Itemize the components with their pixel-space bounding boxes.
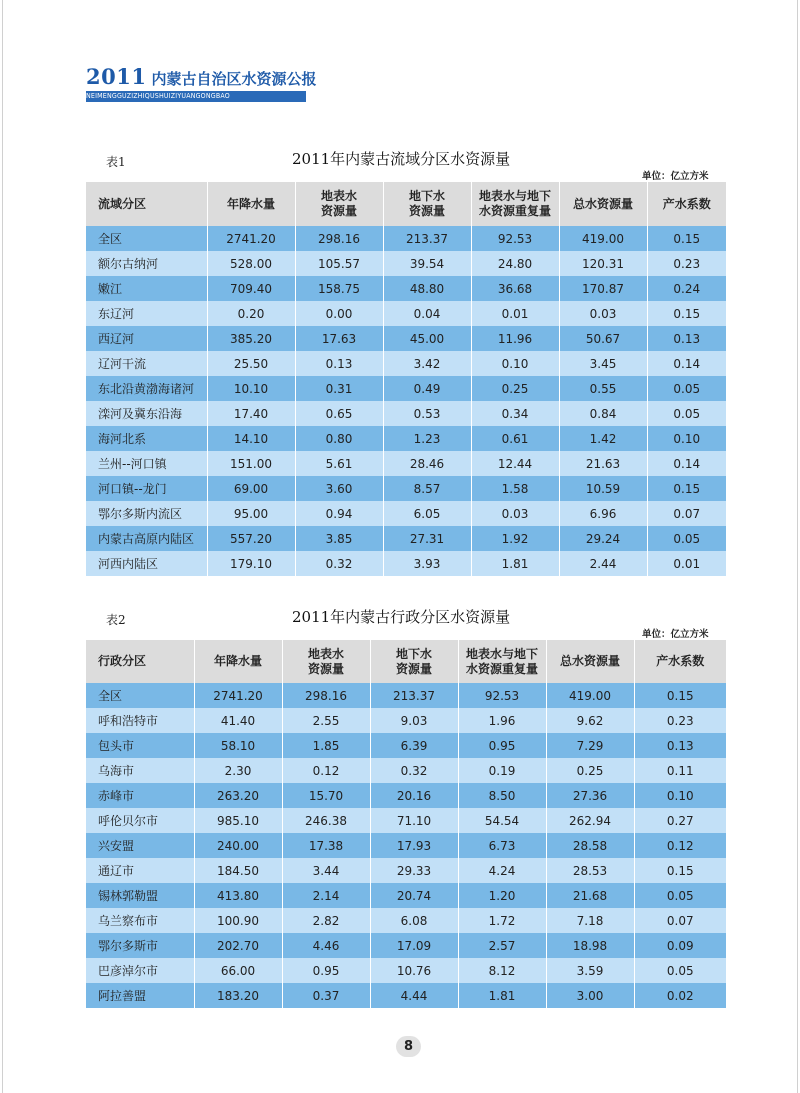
value-cell: 120.31 xyxy=(559,251,647,276)
value-cell: 0.09 xyxy=(634,933,726,958)
header-year: 2011 xyxy=(86,64,147,89)
value-cell: 0.07 xyxy=(634,908,726,933)
table-row xyxy=(86,401,726,426)
value-cell: 0.23 xyxy=(634,708,726,733)
column-header: 年降水量 xyxy=(207,182,295,226)
region-name-cell: 巴彦淖尔市 xyxy=(86,958,194,983)
table-row xyxy=(86,958,726,983)
column-header: 地表水 资源量 xyxy=(295,182,383,226)
region-name-cell: 兴安盟 xyxy=(86,833,194,858)
region-name-cell: 额尔古纳河 xyxy=(86,251,207,276)
table-row xyxy=(86,226,726,251)
value-cell: 36.68 xyxy=(471,276,559,301)
admin-water-resources-table xyxy=(86,640,726,1008)
value-cell: 92.53 xyxy=(471,226,559,251)
value-cell: 9.62 xyxy=(546,708,634,733)
table-row xyxy=(86,683,726,708)
value-cell: 3.42 xyxy=(383,351,471,376)
value-cell: 1.42 xyxy=(559,426,647,451)
value-cell: 5.61 xyxy=(295,451,383,476)
value-cell: 709.40 xyxy=(207,276,295,301)
value-cell: 6.05 xyxy=(383,501,471,526)
value-cell: 557.20 xyxy=(207,526,295,551)
table-row xyxy=(86,426,726,451)
value-cell: 28.58 xyxy=(546,833,634,858)
value-cell: 6.39 xyxy=(370,733,458,758)
value-cell: 263.20 xyxy=(194,783,282,808)
region-name-cell: 呼和浩特市 xyxy=(86,708,194,733)
value-cell: 3.60 xyxy=(295,476,383,501)
value-cell: 58.10 xyxy=(194,733,282,758)
page-border-right xyxy=(797,0,798,1093)
value-cell: 298.16 xyxy=(295,226,383,251)
region-name-cell: 全区 xyxy=(86,683,194,708)
region-name-cell: 内蒙古高原内陆区 xyxy=(86,526,207,551)
table-row xyxy=(86,808,726,833)
value-cell: 0.34 xyxy=(471,401,559,426)
value-cell: 2.57 xyxy=(458,933,546,958)
value-cell: 170.87 xyxy=(559,276,647,301)
value-cell: 29.33 xyxy=(370,858,458,883)
value-cell: 184.50 xyxy=(194,858,282,883)
region-name-cell: 锡林郭勒盟 xyxy=(86,883,194,908)
value-cell: 4.46 xyxy=(282,933,370,958)
value-cell: 0.24 xyxy=(647,276,726,301)
page-border-left xyxy=(2,0,3,1093)
column-header: 行政分区 xyxy=(86,640,194,683)
value-cell: 179.10 xyxy=(207,551,295,576)
value-cell: 0.11 xyxy=(634,758,726,783)
region-name-cell: 呼伦贝尔市 xyxy=(86,808,194,833)
value-cell: 95.00 xyxy=(207,501,295,526)
column-header: 产水系数 xyxy=(634,640,726,683)
value-cell: 0.25 xyxy=(546,758,634,783)
value-cell: 3.45 xyxy=(559,351,647,376)
value-cell: 985.10 xyxy=(194,808,282,833)
value-cell: 0.37 xyxy=(282,983,370,1008)
value-cell: 48.80 xyxy=(383,276,471,301)
value-cell: 0.23 xyxy=(647,251,726,276)
table-row xyxy=(86,883,726,908)
column-header: 地下水 资源量 xyxy=(370,640,458,683)
table-row xyxy=(86,983,726,1008)
value-cell: 2.44 xyxy=(559,551,647,576)
basin-water-resources-table xyxy=(86,182,726,576)
value-cell: 25.50 xyxy=(207,351,295,376)
value-cell: 12.44 xyxy=(471,451,559,476)
region-name-cell: 嫩江 xyxy=(86,276,207,301)
value-cell: 8.12 xyxy=(458,958,546,983)
value-cell: 17.09 xyxy=(370,933,458,958)
value-cell: 4.44 xyxy=(370,983,458,1008)
value-cell: 41.40 xyxy=(194,708,282,733)
value-cell: 17.40 xyxy=(207,401,295,426)
value-cell: 21.63 xyxy=(559,451,647,476)
value-cell: 1.58 xyxy=(471,476,559,501)
table-row xyxy=(86,301,726,326)
value-cell: 246.38 xyxy=(282,808,370,833)
table2-unit: 单位：亿立方米 xyxy=(642,629,709,640)
value-cell: 183.20 xyxy=(194,983,282,1008)
table-row xyxy=(86,276,726,301)
value-cell: 0.15 xyxy=(647,226,726,251)
value-cell: 24.80 xyxy=(471,251,559,276)
value-cell: 2741.20 xyxy=(207,226,295,251)
column-header: 总水资源量 xyxy=(559,182,647,226)
value-cell: 54.54 xyxy=(458,808,546,833)
value-cell: 2741.20 xyxy=(194,683,282,708)
region-name-cell: 西辽河 xyxy=(86,326,207,351)
value-cell: 7.29 xyxy=(546,733,634,758)
value-cell: 0.15 xyxy=(647,301,726,326)
value-cell: 20.16 xyxy=(370,783,458,808)
value-cell: 0.15 xyxy=(634,683,726,708)
region-name-cell: 兰州--河口镇 xyxy=(86,451,207,476)
region-name-cell: 阿拉善盟 xyxy=(86,983,194,1008)
value-cell: 240.00 xyxy=(194,833,282,858)
value-cell: 92.53 xyxy=(458,683,546,708)
column-header: 总水资源量 xyxy=(546,640,634,683)
value-cell: 419.00 xyxy=(546,683,634,708)
value-cell: 71.10 xyxy=(370,808,458,833)
region-name-cell: 河西内陆区 xyxy=(86,551,207,576)
value-cell: 6.73 xyxy=(458,833,546,858)
value-cell: 0.07 xyxy=(647,501,726,526)
report-header xyxy=(86,64,317,102)
value-cell: 6.96 xyxy=(559,501,647,526)
value-cell: 1.72 xyxy=(458,908,546,933)
value-cell: 0.02 xyxy=(634,983,726,1008)
column-header: 地表水与地下 水资源重复量 xyxy=(471,182,559,226)
table-row xyxy=(86,526,726,551)
value-cell: 17.93 xyxy=(370,833,458,858)
value-cell: 10.76 xyxy=(370,958,458,983)
value-cell: 0.05 xyxy=(647,401,726,426)
region-name-cell: 辽河干流 xyxy=(86,351,207,376)
value-cell: 202.70 xyxy=(194,933,282,958)
value-cell: 8.50 xyxy=(458,783,546,808)
value-cell: 1.81 xyxy=(471,551,559,576)
value-cell: 3.85 xyxy=(295,526,383,551)
value-cell: 0.13 xyxy=(634,733,726,758)
table-header-row xyxy=(86,640,726,683)
value-cell: 213.37 xyxy=(370,683,458,708)
value-cell: 213.37 xyxy=(383,226,471,251)
table-row xyxy=(86,908,726,933)
value-cell: 0.84 xyxy=(559,401,647,426)
value-cell: 0.10 xyxy=(471,351,559,376)
value-cell: 2.30 xyxy=(194,758,282,783)
value-cell: 1.92 xyxy=(471,526,559,551)
value-cell: 14.10 xyxy=(207,426,295,451)
value-cell: 528.00 xyxy=(207,251,295,276)
table-row xyxy=(86,933,726,958)
value-cell: 3.93 xyxy=(383,551,471,576)
region-name-cell: 东北沿黄渤海诸河 xyxy=(86,376,207,401)
value-cell: 419.00 xyxy=(559,226,647,251)
region-name-cell: 包头市 xyxy=(86,733,194,758)
value-cell: 45.00 xyxy=(383,326,471,351)
value-cell: 0.05 xyxy=(647,526,726,551)
value-cell: 1.23 xyxy=(383,426,471,451)
value-cell: 0.05 xyxy=(634,958,726,983)
value-cell: 0.95 xyxy=(282,958,370,983)
value-cell: 0.10 xyxy=(634,783,726,808)
table-row xyxy=(86,733,726,758)
value-cell: 0.32 xyxy=(295,551,383,576)
table-row xyxy=(86,758,726,783)
value-cell: 3.59 xyxy=(546,958,634,983)
column-header: 地下水 资源量 xyxy=(383,182,471,226)
value-cell: 0.94 xyxy=(295,501,383,526)
value-cell: 0.04 xyxy=(383,301,471,326)
value-cell: 105.57 xyxy=(295,251,383,276)
value-cell: 3.00 xyxy=(546,983,634,1008)
table-row xyxy=(86,451,726,476)
column-header: 地表水 资源量 xyxy=(282,640,370,683)
value-cell: 69.00 xyxy=(207,476,295,501)
table2-label: 表2 xyxy=(106,613,126,627)
value-cell: 21.68 xyxy=(546,883,634,908)
value-cell: 0.05 xyxy=(634,883,726,908)
value-cell: 27.31 xyxy=(383,526,471,551)
table1-unit: 单位：亿立方米 xyxy=(642,171,709,182)
value-cell: 1.85 xyxy=(282,733,370,758)
column-header: 地表水与地下 水资源重复量 xyxy=(458,640,546,683)
column-header: 年降水量 xyxy=(194,640,282,683)
value-cell: 66.00 xyxy=(194,958,282,983)
value-cell: 0.00 xyxy=(295,301,383,326)
value-cell: 18.98 xyxy=(546,933,634,958)
value-cell: 0.49 xyxy=(383,376,471,401)
header-title-cn: 内蒙古自治区水资源公报 xyxy=(151,70,317,88)
table-row xyxy=(86,858,726,883)
value-cell: 0.12 xyxy=(282,758,370,783)
table-row xyxy=(86,783,726,808)
page-number: 8 xyxy=(396,1036,421,1057)
value-cell: 1.81 xyxy=(458,983,546,1008)
value-cell: 1.20 xyxy=(458,883,546,908)
value-cell: 262.94 xyxy=(546,808,634,833)
table-row xyxy=(86,551,726,576)
region-name-cell: 河口镇--龙门 xyxy=(86,476,207,501)
value-cell: 15.70 xyxy=(282,783,370,808)
value-cell: 0.12 xyxy=(634,833,726,858)
value-cell: 10.10 xyxy=(207,376,295,401)
region-name-cell: 鄂尔多斯市 xyxy=(86,933,194,958)
value-cell: 0.01 xyxy=(647,551,726,576)
value-cell: 0.10 xyxy=(647,426,726,451)
value-cell: 11.96 xyxy=(471,326,559,351)
value-cell: 0.80 xyxy=(295,426,383,451)
value-cell: 0.15 xyxy=(647,476,726,501)
region-name-cell: 东辽河 xyxy=(86,301,207,326)
table1-title: 2011年内蒙古流域分区水资源量 xyxy=(292,150,511,168)
value-cell: 39.54 xyxy=(383,251,471,276)
value-cell: 413.80 xyxy=(194,883,282,908)
header-subtitle-en: NEIMENGGUZIZHIQUSHUIZIYUANGONGBAO xyxy=(86,91,306,102)
value-cell: 2.82 xyxy=(282,908,370,933)
table-row xyxy=(86,326,726,351)
value-cell: 0.25 xyxy=(471,376,559,401)
value-cell: 0.13 xyxy=(647,326,726,351)
value-cell: 385.20 xyxy=(207,326,295,351)
value-cell: 8.57 xyxy=(383,476,471,501)
value-cell: 0.14 xyxy=(647,351,726,376)
value-cell: 0.01 xyxy=(471,301,559,326)
value-cell: 0.05 xyxy=(647,376,726,401)
value-cell: 0.19 xyxy=(458,758,546,783)
value-cell: 3.44 xyxy=(282,858,370,883)
value-cell: 0.14 xyxy=(647,451,726,476)
value-cell: 151.00 xyxy=(207,451,295,476)
header-title xyxy=(86,64,317,89)
value-cell: 0.55 xyxy=(559,376,647,401)
table1-label: 表1 xyxy=(106,155,126,169)
value-cell: 0.13 xyxy=(295,351,383,376)
table-row xyxy=(86,376,726,401)
value-cell: 0.61 xyxy=(471,426,559,451)
value-cell: 0.20 xyxy=(207,301,295,326)
value-cell: 0.31 xyxy=(295,376,383,401)
value-cell: 0.65 xyxy=(295,401,383,426)
table-header-row xyxy=(86,182,726,226)
region-name-cell: 乌海市 xyxy=(86,758,194,783)
value-cell: 17.63 xyxy=(295,326,383,351)
value-cell: 100.90 xyxy=(194,908,282,933)
value-cell: 0.95 xyxy=(458,733,546,758)
region-name-cell: 赤峰市 xyxy=(86,783,194,808)
value-cell: 50.67 xyxy=(559,326,647,351)
table-row xyxy=(86,501,726,526)
table-row xyxy=(86,476,726,501)
region-name-cell: 海河北系 xyxy=(86,426,207,451)
value-cell: 2.55 xyxy=(282,708,370,733)
value-cell: 7.18 xyxy=(546,908,634,933)
column-header: 产水系数 xyxy=(647,182,726,226)
value-cell: 28.53 xyxy=(546,858,634,883)
value-cell: 2.14 xyxy=(282,883,370,908)
value-cell: 298.16 xyxy=(282,683,370,708)
value-cell: 0.27 xyxy=(634,808,726,833)
value-cell: 1.96 xyxy=(458,708,546,733)
value-cell: 6.08 xyxy=(370,908,458,933)
value-cell: 158.75 xyxy=(295,276,383,301)
value-cell: 27.36 xyxy=(546,783,634,808)
value-cell: 9.03 xyxy=(370,708,458,733)
table-row xyxy=(86,708,726,733)
table2-title: 2011年内蒙古行政分区水资源量 xyxy=(292,608,511,626)
value-cell: 4.24 xyxy=(458,858,546,883)
value-cell: 0.03 xyxy=(471,501,559,526)
value-cell: 0.53 xyxy=(383,401,471,426)
region-name-cell: 乌兰察布市 xyxy=(86,908,194,933)
value-cell: 0.15 xyxy=(634,858,726,883)
value-cell: 0.03 xyxy=(559,301,647,326)
region-name-cell: 鄂尔多斯内流区 xyxy=(86,501,207,526)
table-row xyxy=(86,833,726,858)
value-cell: 29.24 xyxy=(559,526,647,551)
region-name-cell: 全区 xyxy=(86,226,207,251)
value-cell: 0.32 xyxy=(370,758,458,783)
value-cell: 17.38 xyxy=(282,833,370,858)
region-name-cell: 滦河及冀东沿海 xyxy=(86,401,207,426)
value-cell: 20.74 xyxy=(370,883,458,908)
value-cell: 10.59 xyxy=(559,476,647,501)
value-cell: 28.46 xyxy=(383,451,471,476)
table-row xyxy=(86,251,726,276)
region-name-cell: 通辽市 xyxy=(86,858,194,883)
table-row xyxy=(86,351,726,376)
column-header: 流域分区 xyxy=(86,182,207,226)
